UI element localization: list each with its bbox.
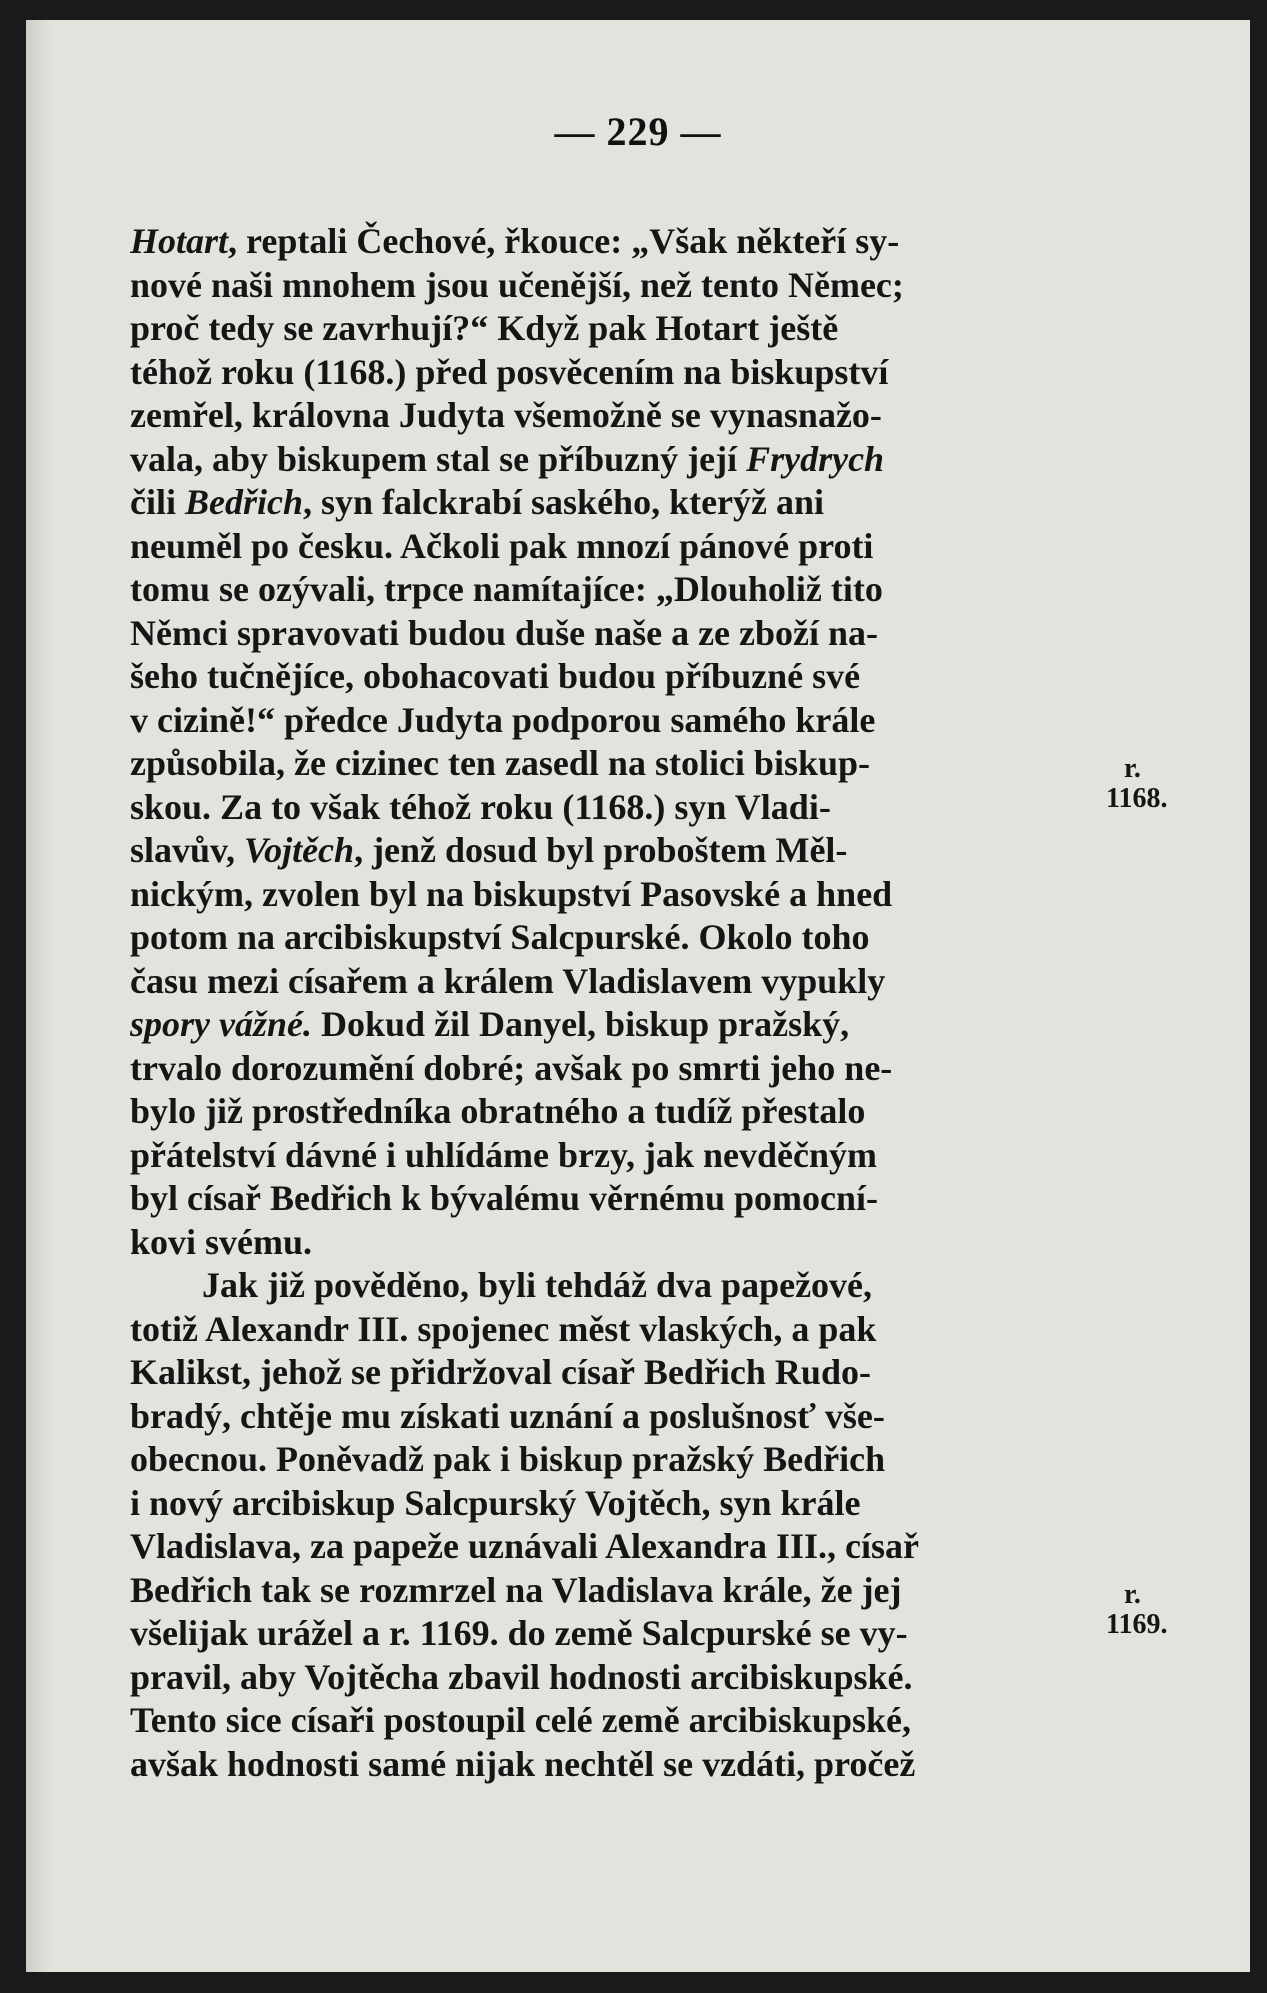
text-line <box>130 1395 1078 1439</box>
text-run: Němci spravovati budou duše naše a ze zboží na- <box>130 612 879 653</box>
text-run: téhož roku (1168.) před posvěcením na biskupství <box>130 351 889 392</box>
text-line <box>130 220 1078 264</box>
text-run: totiž Alexandr III. spojenec měst vlaských, a pak <box>130 1308 877 1349</box>
text-line <box>130 1003 1078 1047</box>
text-line <box>130 699 1078 743</box>
text-line <box>130 612 1078 656</box>
text-run: v cizině!“ předce Judyta podporou samého krále <box>130 699 876 740</box>
text-run: zemřel, královna Judyta všemožně se vynasnažo- <box>130 395 882 435</box>
text-run: nickým, zvolen byl na biskupství Pasovské a hned <box>130 873 893 914</box>
text-line <box>130 960 1078 1004</box>
italic-text: Bedřich <box>184 482 303 522</box>
margin-note-year: 1169. <box>1106 1609 1168 1640</box>
italic-text: spory vážné. <box>130 1004 312 1044</box>
text-line <box>130 1221 1078 1265</box>
text-run: obecnou. Poněvadž pak i biskup pražský Bedřich <box>130 1439 886 1479</box>
text-line <box>130 1656 1078 1700</box>
text-line <box>130 481 1078 525</box>
text-run: , jenž dosud byl proboštem Měl- <box>354 830 848 870</box>
text-run: Jak již pověděno, byli tehdáž dva papežové, <box>202 1265 873 1305</box>
text-run: skou. Za to však téhož roku (1168.) syn Vladi- <box>130 786 831 827</box>
text-line <box>130 786 1078 830</box>
text-run: slavův, <box>130 830 245 870</box>
italic-text: Frydrych <box>746 438 885 479</box>
text-line <box>130 829 1078 873</box>
margin-year-note <box>1106 1580 1167 1640</box>
text-run: nové naši mnohem jsou učenější, než tento Němec; <box>130 264 904 305</box>
text-line <box>130 1090 1078 1134</box>
text-line <box>130 1612 1078 1656</box>
book-page <box>26 20 1250 1972</box>
text-run: Dokud žil Danyel, biskup pražský, <box>312 1004 850 1044</box>
text-line <box>130 1177 1078 1221</box>
text-run: trvalo dorozumění dobré; avšak po smrti jeho ne- <box>130 1047 893 1088</box>
text-line <box>130 916 1078 960</box>
text-line <box>130 307 1078 351</box>
text-run: šeho tučnějíce, obohacovati budou příbuzné své <box>130 656 861 696</box>
margin-note-r: r. <box>1124 752 1141 784</box>
text-line <box>130 742 1078 786</box>
text-line <box>130 394 1078 438</box>
text-line <box>130 568 1078 612</box>
text-run: Bedřich tak se rozmrzel na Vladislava krále, že jej <box>130 1569 902 1610</box>
text-line <box>130 655 1078 699</box>
text-run: proč tedy se zavrhují?“ Když pak Hotart ještě <box>130 308 839 348</box>
text-run: Tento sice císaři postoupil celé země arcibiskupské, <box>130 1700 911 1740</box>
text-run: kovi svému. <box>130 1221 313 1262</box>
text-run: pravil, aby Vojtěcha zbavil hodnosti arcibiskupské. <box>130 1656 913 1697</box>
text-run: přátelství dávné i uhlídáme brzy, jak nevděčným <box>130 1134 878 1175</box>
text-line <box>130 1134 1078 1178</box>
text-run: avšak hodnosti samé nijak nechtěl se vzdáti, pročež <box>130 1743 916 1784</box>
text-run: vala, aby biskupem stal se příbuzný její <box>130 438 747 479</box>
body-text <box>130 220 1078 1786</box>
text-run: tomu se ozývali, trpce namítajíce: „Dlouholiž tito <box>130 569 883 609</box>
text-line <box>130 525 1078 569</box>
margin-year-note <box>1106 754 1167 814</box>
text-line <box>130 1264 1078 1308</box>
text-run: čili <box>130 482 185 522</box>
text-run: bylo již prostředníka obratného a tudíž přestalo <box>130 1091 866 1131</box>
text-line <box>130 1525 1078 1569</box>
text-line <box>130 351 1078 395</box>
text-run: všelijak urážel a r. 1169. do země Salcpurské se vy- <box>130 1613 908 1653</box>
text-line <box>130 873 1078 917</box>
text-run: , syn falckrabí saského, kterýž ani <box>303 482 825 522</box>
text-line <box>130 1699 1078 1743</box>
italic-text: Vojtěch <box>244 830 355 870</box>
text-run: způsobila, že cizinec ten zasedl na stolici biskup- <box>130 743 871 783</box>
text-run: Vladislava, za papeže uznávali Alexandra III., císař <box>130 1526 920 1566</box>
text-run: času mezi císařem a králem Vladislavem vypukly <box>130 960 886 1001</box>
margin-note-year: 1168. <box>1106 782 1168 814</box>
text-run: i nový arcibiskup Salcpurský Vojtěch, syn krále <box>130 1482 861 1523</box>
page-number: — 229 — <box>554 109 722 154</box>
text-run: potom na arcibiskupství Salcpurské. Okolo toho <box>130 917 870 957</box>
text-run: byl císař Bedřich k bývalému věrnému pomocní- <box>130 1178 878 1218</box>
text-line <box>130 1047 1078 1091</box>
text-line <box>130 1351 1078 1395</box>
text-line <box>130 1743 1078 1787</box>
margin-note-r: r. <box>1124 1579 1141 1610</box>
text-line <box>130 438 1078 482</box>
text-run: , reptali Čechové, řkouce: „Však někteří sy- <box>228 221 900 261</box>
text-run: Kalikst, jehož se přidržoval císař Bedřich Rudo- <box>130 1352 871 1392</box>
text-line <box>130 1569 1078 1613</box>
text-line <box>130 264 1078 308</box>
text-run: neuměl po česku. Ačkoli pak mnozí pánové proti <box>130 525 874 566</box>
text-line <box>130 1308 1078 1352</box>
italic-text: Hotart <box>130 221 229 261</box>
text-line <box>130 1482 1078 1526</box>
text-line <box>130 1438 1078 1482</box>
text-run: bradý, chtěje mu získati uznání a poslušnosť vše- <box>130 1395 885 1436</box>
